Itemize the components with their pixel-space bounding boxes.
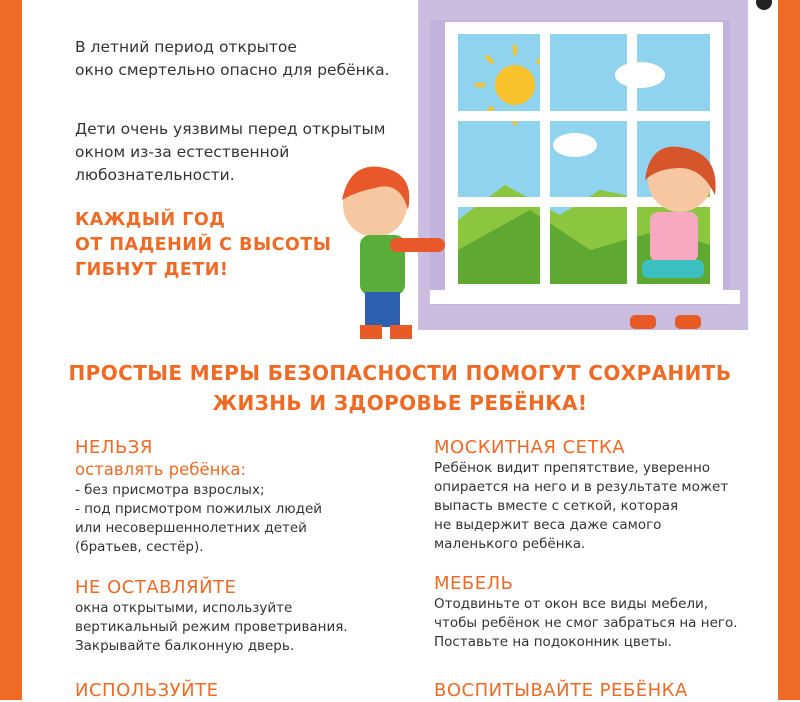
- right-orange-border: [778, 0, 800, 700]
- cloud-icon: [553, 133, 597, 157]
- net-line: выпасть вместе с сеткой, которая: [434, 498, 679, 514]
- main-heading-line: ПРОСТЫЕ МЕРЫ БЕЗОПАСНОСТИ ПОМОГУТ СОХРАНИТЬ: [68, 361, 732, 385]
- warning-line: КАЖДЫЙ ГОД: [75, 210, 226, 230]
- furniture-line: Отодвиньте от окон все виды мебели,: [434, 596, 709, 612]
- furniture-line: Поставьте на подоконник цветы.: [434, 634, 672, 650]
- forbid-line: - без присмотра взрослых;: [75, 482, 265, 498]
- dont-leave-block: [75, 577, 348, 656]
- dont-leave-line: вертикальный режим проветривания.: [75, 619, 348, 635]
- left-orange-border: [0, 0, 22, 700]
- forbid-title: НЕЛЬЗЯ: [75, 437, 153, 458]
- dont-leave-title: НЕ ОСТАВЛЯЙТЕ: [75, 577, 237, 598]
- use-title: ИСПОЛЬЗУЙТЕ: [75, 680, 219, 701]
- main-heading: [22, 358, 778, 418]
- intro-line: любознательности.: [75, 166, 235, 184]
- dont-leave-line: окна открытыми, используйте: [75, 600, 293, 616]
- window-sill: [430, 290, 740, 304]
- warning-line: ГИБНУТ ДЕТИ!: [75, 260, 229, 280]
- intro-line: окно смертельно опасно для ребёнка.: [75, 61, 390, 79]
- furniture-title: МЕБЕЛЬ: [434, 573, 514, 594]
- net-line: не выдержит веса даже самого: [434, 517, 662, 533]
- net-line: маленького ребёнка.: [434, 536, 586, 552]
- warning-line: ОТ ПАДЕНИЙ С ВЫСОТЫ: [75, 235, 332, 255]
- use-block: [75, 680, 218, 702]
- main-heading-line: ЖИЗНЬ И ЗДОРОВЬЕ РЕБЁНКА!: [212, 391, 588, 415]
- net-title: МОСКИТНАЯ СЕТКА: [434, 437, 626, 458]
- intro-line: Дети очень уязвимы перед открытым: [75, 120, 386, 138]
- forbid-line: или несовершеннолетних детей: [75, 520, 307, 536]
- furniture-block: [434, 573, 738, 652]
- net-line: Ребёнок видит препятствие, уверенно: [434, 460, 711, 476]
- educate-title: ВОСПИТЫВАЙТЕ РЕБЁНКА: [434, 680, 688, 701]
- cloud-icon: [615, 62, 665, 88]
- warning-text: [75, 208, 331, 283]
- forbid-line: (братьев, сестёр).: [75, 539, 204, 555]
- intro-line: В летний период открытое: [75, 38, 297, 56]
- net-line: опирается на него и в результате может: [434, 479, 729, 495]
- net-block: [434, 437, 728, 554]
- dont-leave-line: Закрывайте балконную дверь.: [75, 638, 295, 654]
- intro-line: окном из-за естественной: [75, 143, 290, 161]
- forbid-subtitle: оставлять ребёнка:: [75, 460, 247, 479]
- furniture-line: чтобы ребёнок не смог забраться на него.: [434, 615, 738, 631]
- educate-block: [434, 680, 688, 702]
- forbid-block: [75, 437, 322, 557]
- sun-icon: [495, 65, 535, 105]
- window-children-illustration: [330, 0, 770, 345]
- forbid-line: - под присмотром пожилых людей: [75, 501, 323, 517]
